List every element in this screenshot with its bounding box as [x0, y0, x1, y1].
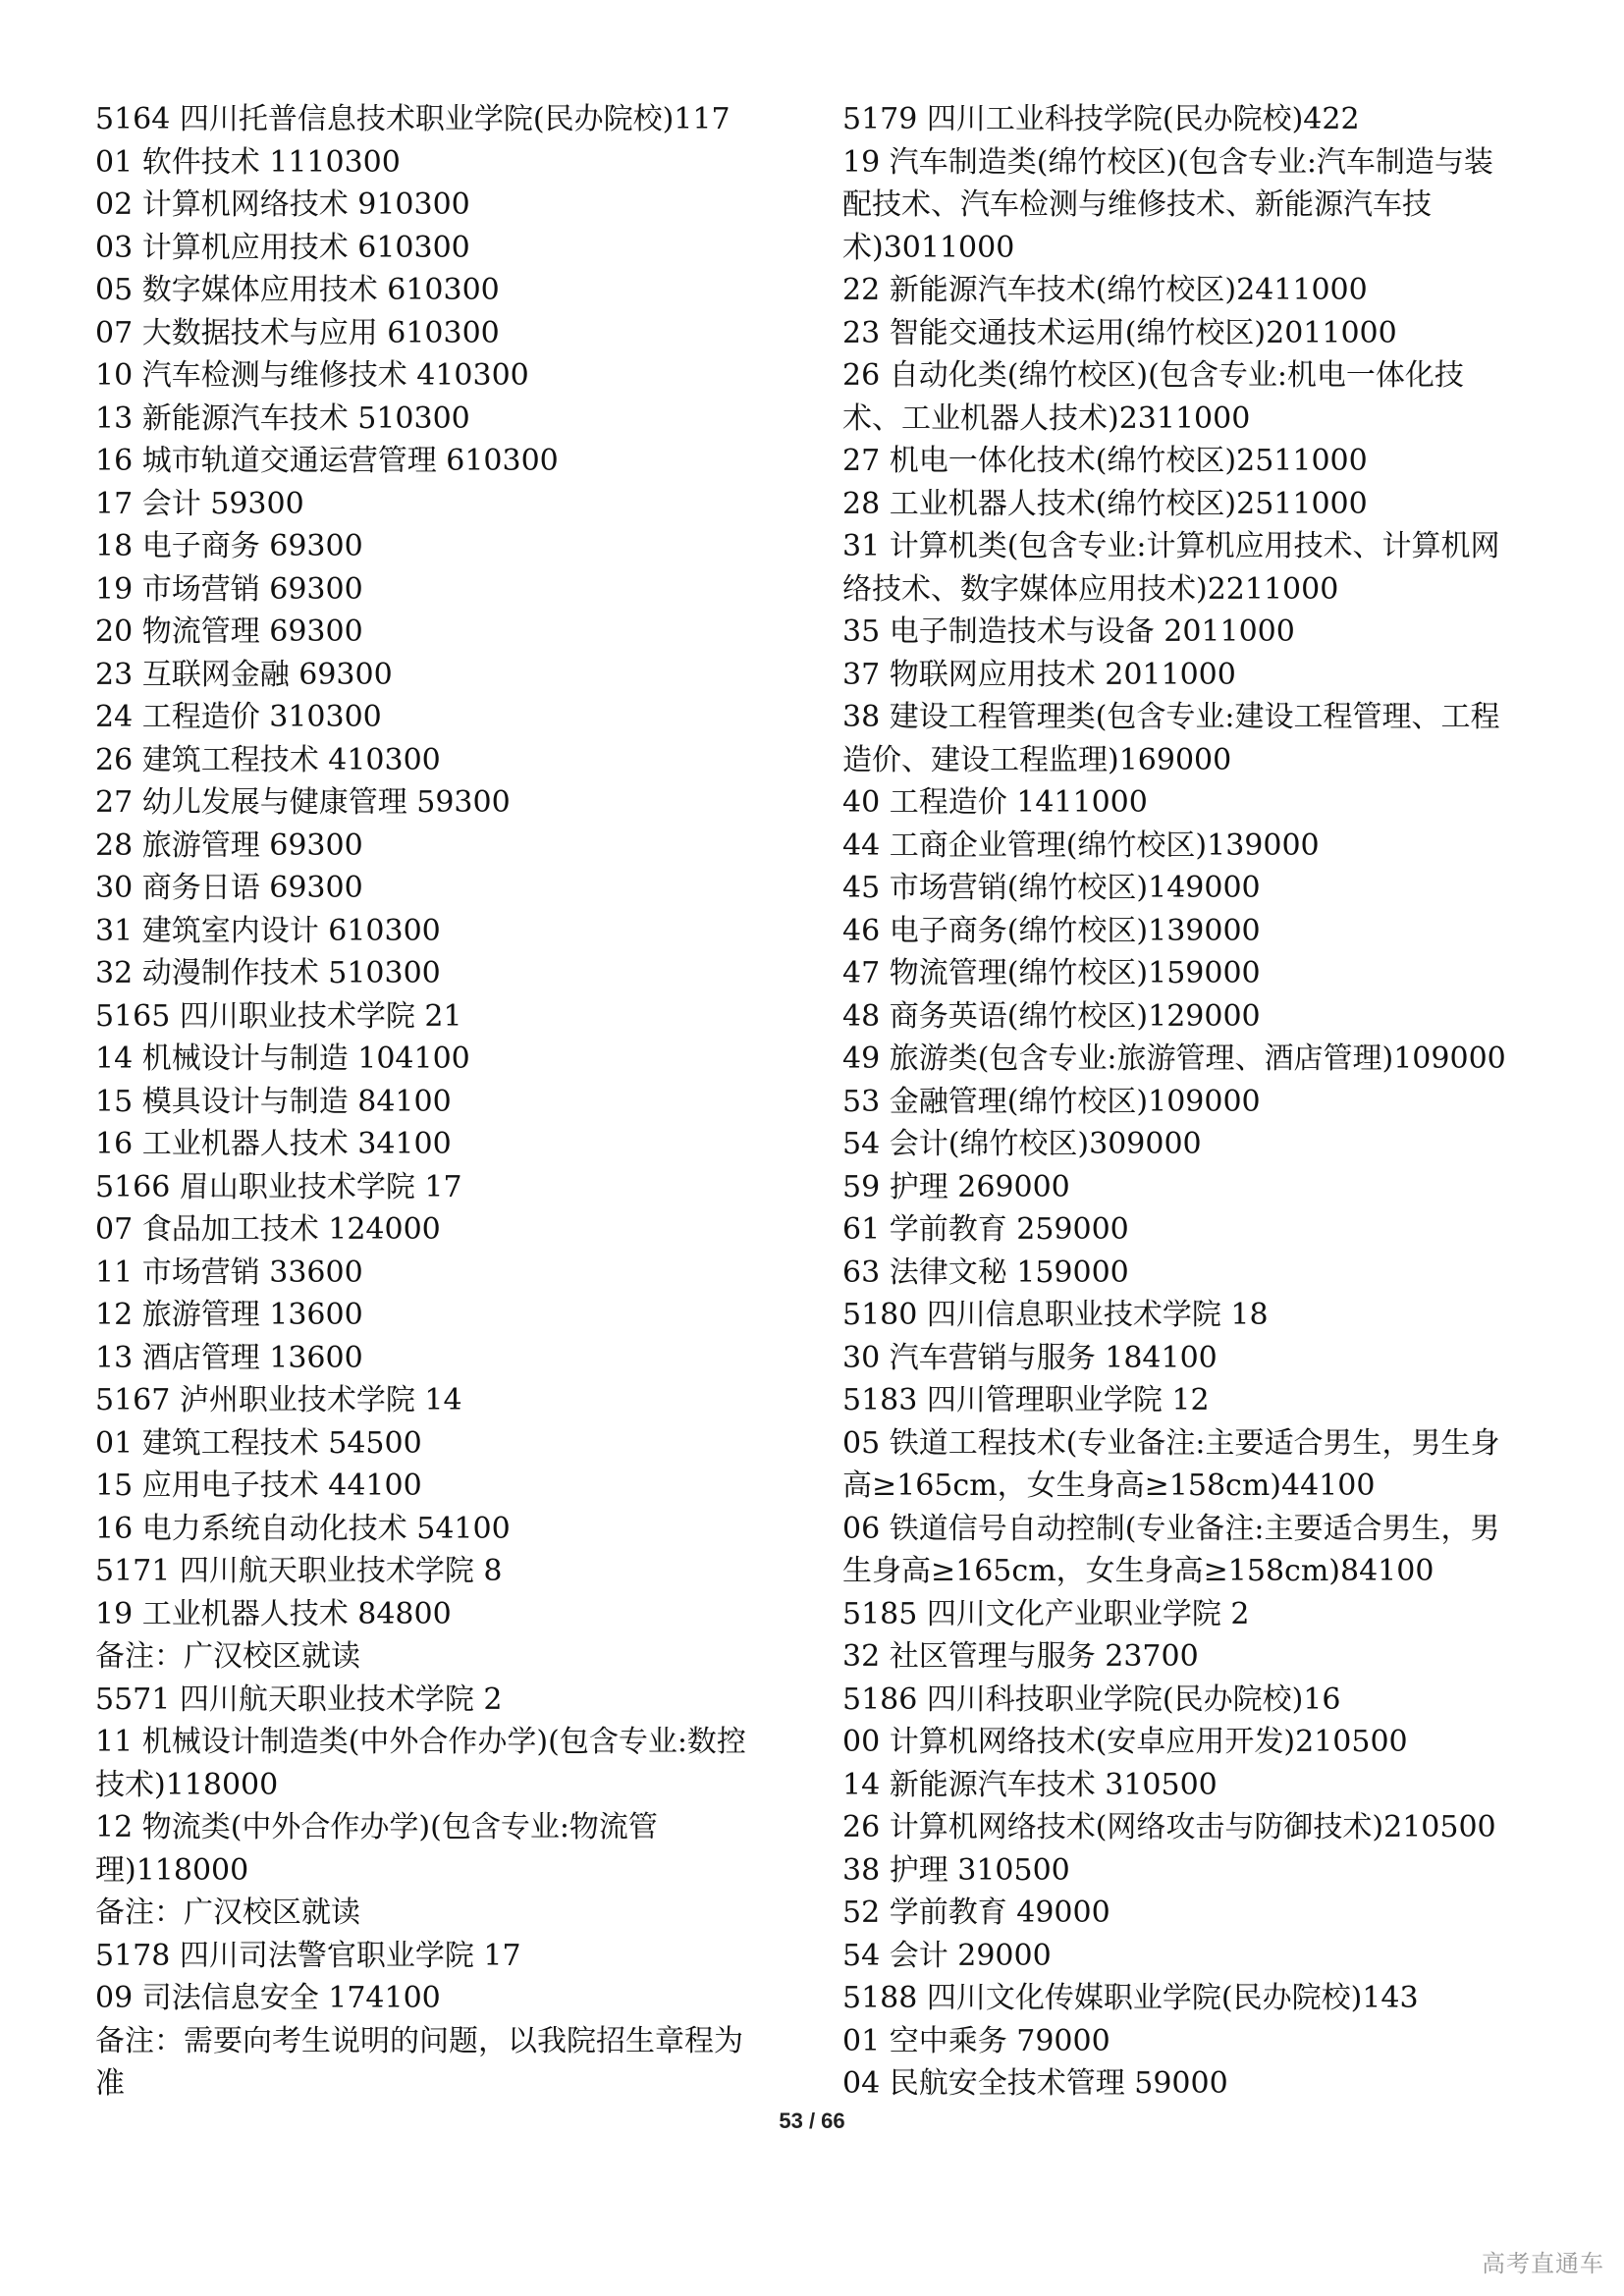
text-line: 14 新能源汽车技术 310500	[842, 1767, 1218, 1802]
text-line: 14 机械设计与制造 104100	[95, 1041, 470, 1076]
text-line: 04 民航安全技术管理 59000	[842, 2066, 1228, 2101]
text-line: 16 城市轨道交通运营管理 610300	[95, 444, 559, 478]
text-line: 03 计算机应用技术 610300	[95, 230, 470, 265]
text-line: 19 工业机器人技术 84800	[95, 1596, 452, 1631]
text-line: 配技术、汽车检测与维修技术、新能源汽车技	[842, 187, 1432, 222]
text-line: 22 新能源汽车技术(绵竹校区)2411000	[842, 273, 1368, 307]
text-line: 备注：广汉校区就读	[95, 1896, 360, 1930]
left-column	[95, 98, 802, 2106]
text-line: 18 电子商务 69300	[95, 529, 363, 563]
text-line: 28 旅游管理 69300	[95, 828, 363, 863]
text-line: 00 计算机网络技术(安卓应用开发)210500	[842, 1725, 1408, 1759]
text-line: 造价、建设工程监理)169000	[842, 742, 1232, 777]
text-line: 20 物流管理 69300	[95, 614, 363, 649]
text-line: 17 会计 59300	[95, 486, 304, 521]
text-line: 11 机械设计制造类(中外合作办学)(包含专业:数控	[95, 1725, 746, 1759]
text-line: 32 动漫制作技术 510300	[95, 956, 441, 990]
text-line: 40 工程造价 1411000	[842, 785, 1148, 820]
text-line: 28 工业机器人技术(绵竹校区)2511000	[842, 486, 1368, 521]
text-line: 15 应用电子技术 44100	[95, 1468, 422, 1503]
text-line: 54 会计 29000	[842, 1938, 1052, 1973]
text-line: 高≥165cm，女生身高≥158cm)44100	[842, 1468, 1376, 1503]
text-line: 27 幼儿发展与健康管理 59300	[95, 785, 511, 820]
text-line: 5183 四川管理职业学院 12	[842, 1383, 1210, 1417]
text-line: 06 铁道信号自动控制(专业备注:主要适合男生，男	[842, 1511, 1500, 1546]
text-line: 30 商务日语 69300	[95, 871, 363, 905]
text-line: 52 学前教育 49000	[842, 1896, 1110, 1930]
text-line: 01 建筑工程技术 54500	[95, 1425, 422, 1461]
text-line: 01 软件技术 1110300	[95, 144, 401, 180]
text-line: 38 建设工程管理类(包含专业:建设工程管理、工程	[842, 700, 1500, 734]
text-line: 37 物联网应用技术 2011000	[842, 657, 1236, 692]
text-line: 09 司法信息安全 174100	[95, 1981, 441, 2015]
text-line: 45 市场营销(绵竹校区)149000	[842, 871, 1261, 905]
right-column	[842, 98, 1549, 2106]
text-line: 技术)118000	[95, 1767, 279, 1802]
text-line: 44 工商企业管理(绵竹校区)139000	[842, 828, 1320, 863]
text-line: 02 计算机网络技术 910300	[95, 187, 470, 222]
text-line: 5171 四川航天职业技术学院 8	[95, 1554, 503, 1588]
text-line: 24 工程造价 310300	[95, 700, 382, 734]
text-line: 10 汽车检测与维修技术 410300	[95, 358, 529, 393]
text-line: 27 机电一体化技术(绵竹校区)2511000	[842, 444, 1368, 478]
text-line: 26 自动化类(绵竹校区)(包含专业:机电一体化技	[842, 358, 1464, 393]
watermark-text: 高考直通车	[1482, 2250, 1604, 2277]
text-line: 26 建筑工程技术 410300	[95, 742, 441, 777]
text-line: 术)3011000	[842, 230, 1015, 265]
text-line: 13 新能源汽车技术 510300	[95, 400, 470, 436]
text-line: 05 数字媒体应用技术 610300	[95, 273, 500, 307]
text-line: 19 汽车制造类(绵竹校区)(包含专业:汽车制造与装	[842, 144, 1493, 180]
text-line: 生身高≥165cm，女生身高≥158cm)84100	[842, 1554, 1435, 1588]
text-line: 61 学前教育 259000	[842, 1212, 1129, 1247]
text-line: 5180 四川信息职业技术学院 18	[842, 1298, 1269, 1332]
text-line: 01 空中乘务 79000	[842, 2023, 1110, 2058]
text-line: 31 建筑室内设计 610300	[95, 913, 441, 948]
text-line: 38 护理 310500	[842, 1852, 1070, 1888]
text-line: 11 市场营销 33600	[95, 1255, 363, 1290]
text-line: 络技术、数字媒体应用技术)2211000	[842, 571, 1339, 607]
text-line: 49 旅游类(包含专业:旅游管理、酒店管理)109000	[842, 1041, 1506, 1076]
text-line: 19 市场营销 69300	[95, 571, 363, 607]
text-line: 5185 四川文化产业职业学院 2	[842, 1596, 1250, 1631]
text-line: 53 金融管理(绵竹校区)109000	[842, 1084, 1261, 1119]
text-line: 理)118000	[95, 1852, 249, 1888]
text-line: 31 计算机类(包含专业:计算机应用技术、计算机网	[842, 529, 1500, 563]
text-line: 63 法律文秘 159000	[842, 1255, 1129, 1290]
text-line: 35 电子制造技术与设备 2011000	[842, 614, 1295, 649]
text-line: 5571 四川航天职业技术学院 2	[95, 1682, 503, 1717]
text-line: 54 会计(绵竹校区)309000	[842, 1127, 1202, 1161]
page-number: 53 / 66	[779, 2109, 845, 2133]
text-line: 5165 四川职业技术学院 21	[95, 998, 462, 1034]
text-line: 46 电子商务(绵竹校区)139000	[842, 913, 1261, 948]
text-line: 5179 四川工业科技学院(民办院校)422	[842, 102, 1360, 136]
text-line: 23 智能交通技术运用(绵竹校区)2011000	[842, 315, 1397, 350]
text-line: 术、工业机器人技术)2311000	[842, 400, 1251, 436]
text-line: 5186 四川科技职业学院(民办院校)16	[842, 1682, 1341, 1717]
text-line: 备注：需要向考生说明的问题，以我院招生章程为	[95, 2023, 743, 2058]
text-line: 07 食品加工技术 124000	[95, 1212, 441, 1247]
text-line: 备注：广汉校区就读	[95, 1639, 360, 1674]
text-line: 05 铁道工程技术(专业备注:主要适合男生，男生身	[842, 1425, 1500, 1461]
text-line: 30 汽车营销与服务 184100	[842, 1340, 1218, 1375]
text-line: 12 旅游管理 13600	[95, 1298, 363, 1332]
text-line: 5178 四川司法警官职业学院 17	[95, 1938, 521, 1973]
text-line: 07 大数据技术与应用 610300	[95, 315, 500, 350]
text-line: 47 物流管理(绵竹校区)159000	[842, 956, 1261, 990]
text-line: 59 护理 269000	[842, 1169, 1070, 1204]
text-line: 12 物流类(中外合作办学)(包含专业:物流管	[95, 1810, 658, 1844]
text-line: 5167 泸州职业技术学院 14	[95, 1383, 462, 1417]
text-line: 5188 四川文化传媒职业学院(民办院校)143	[842, 1981, 1419, 2015]
text-line: 13 酒店管理 13600	[95, 1340, 363, 1375]
text-line: 26 计算机网络技术(网络攻击与防御技术)210500	[842, 1810, 1496, 1844]
text-line: 5166 眉山职业技术学院 17	[95, 1169, 462, 1204]
text-line: 16 电力系统自动化技术 54100	[95, 1511, 511, 1546]
text-line: 5164 四川托普信息技术职业学院(民办院校)117	[95, 102, 731, 136]
text-line: 48 商务英语(绵竹校区)129000	[842, 998, 1261, 1034]
text-line: 32 社区管理与服务 23700	[842, 1639, 1199, 1674]
text-line: 15 模具设计与制造 84100	[95, 1084, 452, 1119]
text-line: 16 工业机器人技术 34100	[95, 1127, 452, 1161]
text-line: 准	[95, 2066, 125, 2101]
text-line: 23 互联网金融 69300	[95, 657, 393, 692]
